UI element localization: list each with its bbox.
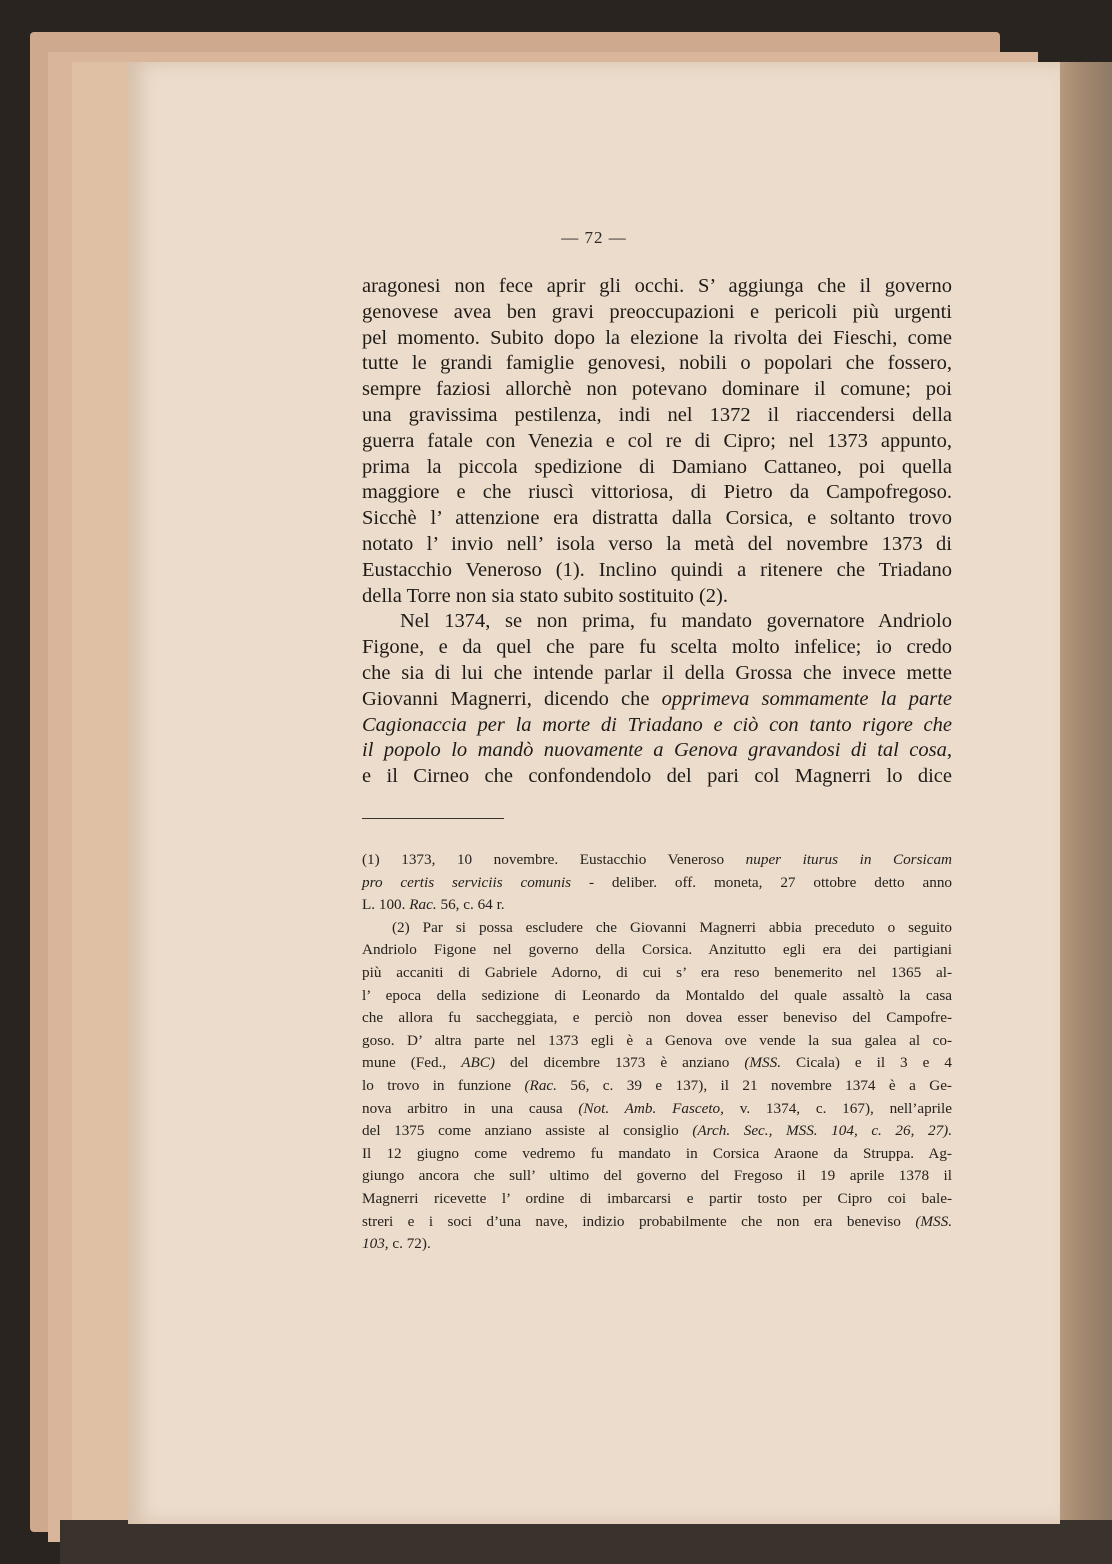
text-line: pel momento. Subito dopo la elezione la rivolta dei Fieschi, come xyxy=(362,326,952,349)
text-segment: Giovanni Magnerri, dicendo che xyxy=(362,687,650,710)
footnote-line xyxy=(362,1075,952,1098)
italic-segment: (MSS. xyxy=(744,1054,782,1072)
footnote-line xyxy=(362,849,952,872)
text-segment: streri e i soci d’una nave, indizio probabilmente che non era beneviso xyxy=(362,1212,901,1230)
text-segment: L. 100. xyxy=(362,896,406,914)
background-shadow xyxy=(60,1520,1112,1564)
text-line: guerra fatale con Venezia e col re di Cipro; nel 1373 appunto, xyxy=(362,429,952,452)
footnote-line xyxy=(362,1120,952,1143)
text-segment: 56, c. 39 e 137), il 21 novembre 1374 è a Ge- xyxy=(570,1076,952,1094)
footnote-separator xyxy=(362,818,504,819)
text-line: notato l’ invio nell’ isola verso la metà del novembre 1373 di xyxy=(362,532,952,555)
italic-quote-line: il popolo lo mandò nuovamente a Genova gravandosi di tal cosa, xyxy=(362,739,952,762)
text-line: e il Cirneo che confondendolo del pari col Magnerri lo dice xyxy=(362,765,952,788)
text-segment: (1) 1373, 10 novembre. Eustacchio Veneroso xyxy=(362,851,725,868)
text-line: Figone, e da quel che pare fu scelta molto infelice; io credo xyxy=(362,636,952,659)
footnote-line: goso. D’ altra parte nel 1373 egli è a Genova ove vende la sua galea al co- xyxy=(362,1031,952,1049)
text-line: della Torre non sia stato subito sostituito (2). xyxy=(362,584,729,607)
text-segment: v. 1374, c. 167), nell’aprile xyxy=(739,1099,952,1117)
text-segment: del dicembre 1373 è anziano xyxy=(509,1054,730,1072)
text-segment: - deliber. off. moneta, 27 ottobre detto anno xyxy=(588,873,953,891)
italic-segment: (Arch. Sec., MSS. 104, c. 26, 27). xyxy=(692,1122,953,1140)
footnote-line: (2) Par si possa escludere che Giovanni Magnerri abbia preceduto o seguito xyxy=(392,918,952,936)
main-text xyxy=(362,274,952,790)
text-line: maggiore e che riuscì vittoriosa, di Pietro da Campofregoso. xyxy=(362,481,952,504)
footnote-line: Magnerri ricevette l’ ordine di imbarcarsi e partir tosto per Cipro coi bale- xyxy=(362,1189,952,1207)
italic-segment: ABC) xyxy=(461,1054,495,1072)
italic-segment: 103, xyxy=(362,1235,389,1253)
italic-segment: pro certis serviciis comunis xyxy=(362,873,572,891)
footnote-line: l’ epoca della sedizione di Leonardo da Montaldo del quale assaltò la casa xyxy=(362,986,952,1004)
footnote-line: che allora fu saccheggiata, e perciò non dovea esser beneviso del Campofre- xyxy=(362,1009,952,1027)
italic-segment: (MSS. xyxy=(915,1212,953,1230)
book-page xyxy=(128,62,1060,1524)
text-segment: nova arbitro in una causa xyxy=(362,1099,563,1117)
text-line: sempre faziosi allorchè non potevano dominare il comune; poi xyxy=(362,378,952,401)
text-segment: Cicala) e il 3 e 4 xyxy=(796,1054,952,1072)
text-line: aragonesi non fece aprir gli occhi. S’ aggiunga che il governo xyxy=(362,275,952,297)
footnotes xyxy=(362,849,952,1256)
text-line: che sia di lui che intende parlar il della Grossa che invece mette xyxy=(362,661,952,684)
text-segment: c. 72). xyxy=(392,1235,431,1253)
footnote-line xyxy=(362,894,952,917)
text-segment: del 1375 come anziano assiste al consiglio xyxy=(362,1122,679,1140)
footnote-line: più accaniti di Gabriele Adorno, di cui s’ era reso benemerito nel 1365 al- xyxy=(362,963,952,981)
text-line: una gravissima pestilenza, indi nel 1372 il riaccendersi della xyxy=(362,403,952,426)
text-line: genovese avea ben gravi preoccupazioni e pericoli più urgenti xyxy=(362,300,952,323)
footnote-line xyxy=(362,1098,952,1121)
text-line: Eustacchio Veneroso (1). Inclino quindi a ritenere che Triadano xyxy=(362,558,952,581)
footnote-2 xyxy=(362,917,952,1256)
text-line: Nel 1374, se non prima, fu mandato governatore Andriolo xyxy=(400,610,952,633)
footnote-line xyxy=(362,872,952,895)
footnote-line: giungo ancora che sull’ ultimo del governo del Fregoso il 19 aprile 1378 il xyxy=(362,1167,952,1185)
footnote-line: Andriolo Figone nel governo della Corsica. Anzitutto egli era dei partigiani xyxy=(362,941,952,959)
italic-segment: (Not. Amb. Fasceto, xyxy=(578,1099,724,1117)
footnote-line xyxy=(362,1211,952,1234)
footnote-1 xyxy=(362,849,952,917)
text-segment: mune (Fed., xyxy=(362,1054,447,1072)
text-line: tutte le grandi famiglie genovesi, nobili o popolari che fossero, xyxy=(362,352,952,375)
text-segment: lo trovo in funzione xyxy=(362,1076,512,1094)
page-number: — 72 — xyxy=(561,228,627,247)
italic-segment: Rac. xyxy=(409,896,437,914)
italic-quote: opprimeva sommamente la parte xyxy=(661,687,953,710)
footnote-line xyxy=(362,1233,952,1256)
text-line: Sicchè l’ attenzione era distratta dalla Corsica, e soltanto trovo xyxy=(362,507,952,530)
next-page-edge xyxy=(1058,62,1112,1522)
italic-segment: nuper iturus in Corsicam xyxy=(745,851,953,868)
italic-segment: (Rac. xyxy=(524,1076,557,1094)
footnote-line: Il 12 giugno come vedremo fu mandato in Corsica Araone da Struppa. Ag- xyxy=(362,1144,952,1162)
text-segment: 56, c. 64 r. xyxy=(440,896,505,914)
text-line: prima la piccola spedizione di Damiano Cattaneo, poi quella xyxy=(362,455,952,478)
italic-quote-line: Cagionaccia per la morte di Triadano e ciò con tanto rigore che xyxy=(362,713,952,736)
text-line-mixed xyxy=(362,687,952,713)
footnote-line xyxy=(362,1052,952,1075)
